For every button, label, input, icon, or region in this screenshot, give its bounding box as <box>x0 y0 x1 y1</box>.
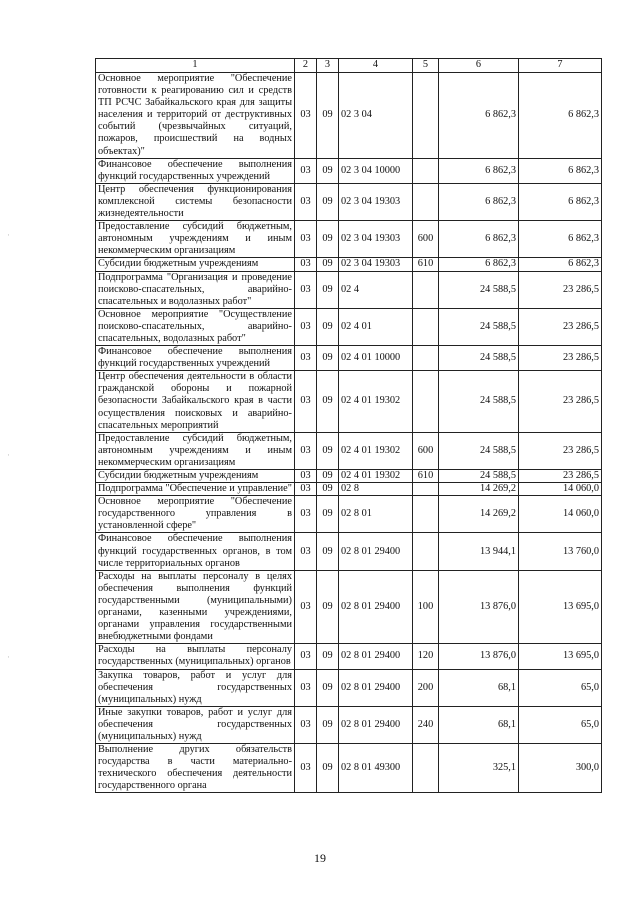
row-name: Финансовое обеспечение выполнения функций государственных учреждений <box>96 346 295 371</box>
table-row <box>96 470 602 483</box>
amount-column-6: 6 862,3 <box>439 258 519 271</box>
row-name: Центр обеспечения деятельности в области гражданской обороны и пожарной безопасности Забайкальского края в части осуществления поисковых и аварийно-спасательных мероприятий <box>96 371 295 432</box>
row-name: Финансовое обеспечение выполнения функций государственных учреждений <box>96 158 295 183</box>
section-code: 03 <box>295 669 317 706</box>
target-article-code: 02 8 01 <box>339 496 413 533</box>
section-code: 03 <box>295 183 317 220</box>
amount-column-6: 325,1 <box>439 744 519 793</box>
table-row <box>96 73 602 159</box>
amount-column-7: 13 760,0 <box>519 533 602 570</box>
target-article-code: 02 3 04 10000 <box>339 158 413 183</box>
section-code: 03 <box>295 706 317 743</box>
section-code: 03 <box>295 258 317 271</box>
amount-column-7: 13 695,0 <box>519 644 602 669</box>
column-header: 4 <box>339 59 413 73</box>
amount-column-6: 24 588,5 <box>439 432 519 469</box>
column-header: 6 <box>439 59 519 73</box>
subsection-code: 09 <box>317 271 339 308</box>
section-code: 03 <box>295 533 317 570</box>
amount-column-6: 24 588,5 <box>439 271 519 308</box>
expense-type-code <box>413 158 439 183</box>
expense-type-code <box>413 308 439 345</box>
amount-column-6: 13 944,1 <box>439 533 519 570</box>
amount-column-7: 23 286,5 <box>519 308 602 345</box>
amount-column-6: 13 876,0 <box>439 570 519 644</box>
subsection-code: 09 <box>317 533 339 570</box>
table-row <box>96 669 602 706</box>
row-name: Основное мероприятие "Обеспечение готовности к реагированию сил и средств ТП РСЧС Забайкальского края для защиты населения и территорий от деструктивных событий (чрезвычайных ситуаций, пожаров, происшествий на водных объектах)" <box>96 73 295 159</box>
subsection-code: 09 <box>317 744 339 793</box>
row-name: Подпрограмма "Обеспечение и управление" <box>96 483 295 496</box>
target-article-code: 02 4 <box>339 271 413 308</box>
subsection-code: 09 <box>317 669 339 706</box>
row-name: Субсидии бюджетным учреждениям <box>96 258 295 271</box>
column-header: 5 <box>413 59 439 73</box>
expense-type-code: 610 <box>413 470 439 483</box>
row-name: Подпрограмма "Организация и проведение поисково-спасательных, аварийно-спасательных и водолазных работ" <box>96 271 295 308</box>
target-article-code: 02 4 01 10000 <box>339 346 413 371</box>
table-body <box>96 59 602 793</box>
amount-column-7: 23 286,5 <box>519 432 602 469</box>
subsection-code: 09 <box>317 570 339 644</box>
section-code: 03 <box>295 644 317 669</box>
amount-column-7: 14 060,0 <box>519 483 602 496</box>
target-article-code: 02 3 04 19303 <box>339 183 413 220</box>
section-code: 03 <box>295 432 317 469</box>
section-code: 03 <box>295 483 317 496</box>
table-row <box>96 533 602 570</box>
amount-column-7: 6 862,3 <box>519 158 602 183</box>
section-code: 03 <box>295 496 317 533</box>
amount-column-6: 6 862,3 <box>439 73 519 159</box>
table-row <box>96 258 602 271</box>
section-code: 03 <box>295 271 317 308</box>
expense-type-code <box>413 346 439 371</box>
amount-column-6: 24 588,5 <box>439 308 519 345</box>
amount-column-6: 14 269,2 <box>439 496 519 533</box>
section-code: 03 <box>295 308 317 345</box>
expense-type-code: 120 <box>413 644 439 669</box>
amount-column-7: 300,0 <box>519 744 602 793</box>
row-name: Расходы на выплаты персоналу государственных (муниципальных) органов <box>96 644 295 669</box>
amount-column-7: 13 695,0 <box>519 570 602 644</box>
target-article-code: 02 3 04 19303 <box>339 221 413 258</box>
expense-type-code <box>413 271 439 308</box>
row-name: Предоставление субсидий бюджетным, автономным учреждениям и иным некоммерческим организациям <box>96 432 295 469</box>
table-row <box>96 483 602 496</box>
table-row <box>96 744 602 793</box>
target-article-code: 02 8 01 29400 <box>339 706 413 743</box>
amount-column-7: 65,0 <box>519 669 602 706</box>
target-article-code: 02 3 04 19303 <box>339 258 413 271</box>
target-article-code: 02 3 04 <box>339 73 413 159</box>
amount-column-7: 23 286,5 <box>519 271 602 308</box>
row-name: Расходы на выплаты персоналу в целях обеспечения выполнения функций государственными (муниципальными) органами, казенными учреждениями, органами управления государственными внебюджетными фондами <box>96 570 295 644</box>
target-article-code: 02 8 01 29400 <box>339 570 413 644</box>
expense-type-code: 100 <box>413 570 439 644</box>
amount-column-6: 14 269,2 <box>439 483 519 496</box>
amount-column-7: 65,0 <box>519 706 602 743</box>
table-row <box>96 496 602 533</box>
amount-column-6: 13 876,0 <box>439 644 519 669</box>
table-row <box>96 221 602 258</box>
budget-table <box>95 58 602 793</box>
table-row <box>96 432 602 469</box>
row-name: Субсидии бюджетным учреждениям <box>96 470 295 483</box>
subsection-code: 09 <box>317 308 339 345</box>
amount-column-6: 6 862,3 <box>439 158 519 183</box>
amount-column-6: 24 588,5 <box>439 346 519 371</box>
table-row <box>96 570 602 644</box>
expense-type-code <box>413 73 439 159</box>
row-name: Центр обеспечения функционирования комплексной системы безопасности жизнедеятельности <box>96 183 295 220</box>
expense-type-code: 240 <box>413 706 439 743</box>
margin-mark: · <box>7 230 10 240</box>
subsection-code: 09 <box>317 432 339 469</box>
target-article-code: 02 4 01 19302 <box>339 432 413 469</box>
target-article-code: 02 8 <box>339 483 413 496</box>
expense-type-code <box>413 533 439 570</box>
row-name: Предоставление субсидий бюджетным, автономным учреждениям и иным некоммерческим организациям <box>96 221 295 258</box>
expense-type-code: 600 <box>413 221 439 258</box>
column-header: 1 <box>96 59 295 73</box>
amount-column-7: 6 862,3 <box>519 221 602 258</box>
subsection-code: 09 <box>317 470 339 483</box>
amount-column-6: 68,1 <box>439 669 519 706</box>
expense-type-code: 610 <box>413 258 439 271</box>
target-article-code: 02 8 01 29400 <box>339 644 413 669</box>
amount-column-7: 14 060,0 <box>519 496 602 533</box>
section-code: 03 <box>295 221 317 258</box>
row-name: Основное мероприятие "Осуществление поисково-спасательных, аварийно-спасательных, водолазных работ" <box>96 308 295 345</box>
amount-column-7: 23 286,5 <box>519 346 602 371</box>
subsection-code: 09 <box>317 73 339 159</box>
section-code: 03 <box>295 73 317 159</box>
target-article-code: 02 4 01 <box>339 308 413 345</box>
section-code: 03 <box>295 470 317 483</box>
section-code: 03 <box>295 158 317 183</box>
margin-mark: · <box>7 450 10 460</box>
row-name: Закупка товаров, работ и услуг для обеспечения государственных (муниципальных) нужд <box>96 669 295 706</box>
amount-column-7: 6 862,3 <box>519 183 602 220</box>
subsection-code: 09 <box>317 258 339 271</box>
target-article-code: 02 8 01 49300 <box>339 744 413 793</box>
expense-type-code: 600 <box>413 432 439 469</box>
table-row <box>96 183 602 220</box>
table-row <box>96 271 602 308</box>
amount-column-7: 23 286,5 <box>519 470 602 483</box>
target-article-code: 02 8 01 29400 <box>339 533 413 570</box>
row-name: Основное мероприятие "Обеспечение государственного управления в установленной сфере" <box>96 496 295 533</box>
section-code: 03 <box>295 744 317 793</box>
subsection-code: 09 <box>317 371 339 432</box>
section-code: 03 <box>295 371 317 432</box>
expense-type-code <box>413 744 439 793</box>
amount-column-6: 6 862,3 <box>439 221 519 258</box>
subsection-code: 09 <box>317 483 339 496</box>
amount-column-7: 6 862,3 <box>519 73 602 159</box>
section-code: 03 <box>295 570 317 644</box>
row-name: Финансовое обеспечение выполнения функций государственных органов, в том числе территориальных органов <box>96 533 295 570</box>
table-row <box>96 308 602 345</box>
expense-type-code: 200 <box>413 669 439 706</box>
subsection-code: 09 <box>317 346 339 371</box>
table-row <box>96 158 602 183</box>
amount-column-6: 24 588,5 <box>439 371 519 432</box>
subsection-code: 09 <box>317 221 339 258</box>
document-page <box>95 58 601 793</box>
subsection-code: 09 <box>317 183 339 220</box>
column-header: 3 <box>317 59 339 73</box>
subsection-code: 09 <box>317 158 339 183</box>
amount-column-7: 6 862,3 <box>519 258 602 271</box>
table-row <box>96 371 602 432</box>
table-header-row <box>96 59 602 73</box>
row-name: Выполнение других обязательств государства в части материально-технического обеспечения деятельности государственного органа <box>96 744 295 793</box>
table-row <box>96 346 602 371</box>
subsection-code: 09 <box>317 706 339 743</box>
amount-column-6: 68,1 <box>439 706 519 743</box>
expense-type-code <box>413 483 439 496</box>
expense-type-code <box>413 371 439 432</box>
row-name: Иные закупки товаров, работ и услуг для обеспечения государственных (муниципальных) нужд <box>96 706 295 743</box>
margin-mark: · <box>7 652 10 662</box>
column-header: 7 <box>519 59 602 73</box>
target-article-code: 02 4 01 19302 <box>339 371 413 432</box>
table-row <box>96 644 602 669</box>
column-header: 2 <box>295 59 317 73</box>
expense-type-code <box>413 183 439 220</box>
target-article-code: 02 4 01 19302 <box>339 470 413 483</box>
expense-type-code <box>413 496 439 533</box>
target-article-code: 02 8 01 29400 <box>339 669 413 706</box>
table-row <box>96 706 602 743</box>
subsection-code: 09 <box>317 644 339 669</box>
amount-column-7: 23 286,5 <box>519 371 602 432</box>
page-number: 19 <box>314 851 326 865</box>
amount-column-6: 6 862,3 <box>439 183 519 220</box>
section-code: 03 <box>295 346 317 371</box>
amount-column-6: 24 588,5 <box>439 470 519 483</box>
subsection-code: 09 <box>317 496 339 533</box>
